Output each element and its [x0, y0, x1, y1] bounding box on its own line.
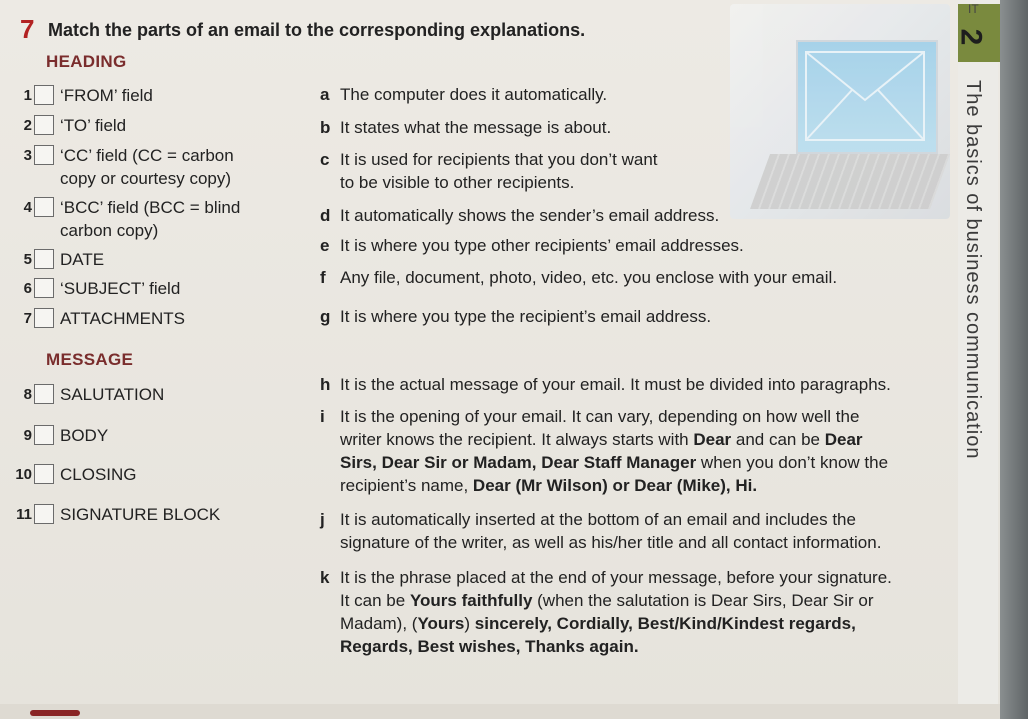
- section-heading: HEADING: [46, 52, 127, 71]
- part-label: DATE: [60, 250, 105, 269]
- answer-checkbox[interactable]: [34, 145, 54, 165]
- explanation-h: h It is the actual message of your email. It must be divided into paragraphs.: [320, 375, 891, 394]
- answer-checkbox[interactable]: [34, 197, 54, 217]
- part-label: ‘TO’ field: [60, 116, 127, 135]
- explanation-i: i It is the opening of your email. It can vary, depending on how well the writer knows the recipient. It always starts with Dear and can be Dear Sirs, Dear Sir or Madam, Dear Staff Manager when you don’t know the recipient’s name, Dear (Mr Wilson) or Dear (Mike), Hi.: [320, 407, 889, 495]
- explanation-a: a The computer does it automatically.: [320, 85, 608, 104]
- page-edge: [1000, 0, 1028, 719]
- answer-checkbox[interactable]: [34, 115, 54, 135]
- unit-top-label: IT: [968, 2, 979, 16]
- keyboard-image: [750, 154, 950, 209]
- part-label: BODY: [60, 426, 109, 445]
- explanation-e: e It is where you type other recipients’ email addresses.: [320, 236, 744, 255]
- monitor-screen: [796, 40, 938, 154]
- part-number: 9: [23, 427, 32, 444]
- part-label: ‘FROM’ field: [60, 86, 153, 105]
- part-number: 1: [23, 87, 32, 104]
- part-label: ‘CC’ field (CC = carbon: [60, 146, 234, 165]
- part-number: 4: [23, 199, 32, 216]
- part-label: ‘BCC’ field (BCC = blind: [60, 198, 241, 217]
- part-label: SALUTATION: [60, 385, 165, 404]
- exercise-number: 7: [20, 14, 35, 44]
- answer-checkbox[interactable]: [34, 425, 54, 445]
- bottom-strip: [0, 704, 1000, 719]
- bottom-marker: [30, 710, 80, 716]
- exercise-instruction: Match the parts of an email to the corresponding explanations.: [48, 20, 586, 40]
- explanation-g: g It is where you type the recipient’s email address.: [320, 307, 712, 326]
- part-number: 3: [23, 147, 32, 164]
- part-number: 10: [15, 466, 32, 483]
- answer-checkbox[interactable]: [34, 504, 54, 524]
- explanation-j: j It is automatically inserted at the bottom of an email and includes the signature of the writer, as well as his/her title and all contact information.: [320, 510, 882, 552]
- explanation-c: c It is used for recipients that you don’t want to be visible to other recipients.: [320, 150, 658, 192]
- unit-side-title: The basics of business communication: [962, 80, 984, 460]
- answer-checkbox[interactable]: [34, 308, 54, 328]
- explanation-b: b It states what the message is about.: [320, 118, 612, 137]
- answer-checkbox[interactable]: [34, 278, 54, 298]
- answer-checkbox[interactable]: [34, 85, 54, 105]
- part-label-line2: carbon copy): [60, 221, 159, 240]
- unit-number: 2: [954, 28, 988, 46]
- explanation-d: d It automatically shows the sender’s email address.: [320, 206, 720, 225]
- answer-checkbox[interactable]: [34, 249, 54, 269]
- part-number: 2: [23, 117, 32, 134]
- part-label: ATTACHMENTS: [60, 309, 185, 328]
- part-number: 11: [16, 506, 32, 523]
- part-number: 6: [23, 280, 32, 297]
- section-message: MESSAGE: [46, 350, 134, 369]
- part-label-line2: copy or courtesy copy): [60, 169, 232, 188]
- part-number: 5: [23, 251, 32, 268]
- email-illustration: [730, 4, 950, 219]
- answer-checkbox[interactable]: [34, 384, 54, 404]
- part-label: CLOSING: [60, 465, 137, 484]
- part-label: ‘SUBJECT’ field: [60, 279, 181, 298]
- answer-checkbox[interactable]: [34, 464, 54, 484]
- explanation-k: k It is the phrase placed at the end of your message, before your signature. It can be Yours faithfully (when the salutation is Dear Sirs, Dear Sir or Madam), (Yours) sincerely, Cordially, Best/Kind/Kindest regards, Regards, Best wishes, Thanks again.: [320, 568, 892, 656]
- part-number: 8: [23, 386, 32, 403]
- explanation-f: f Any file, document, photo, video, etc. you enclose with your email.: [320, 268, 838, 287]
- part-number: 7: [23, 310, 32, 327]
- envelope-icon: [804, 50, 926, 142]
- part-label: SIGNATURE BLOCK: [60, 505, 221, 524]
